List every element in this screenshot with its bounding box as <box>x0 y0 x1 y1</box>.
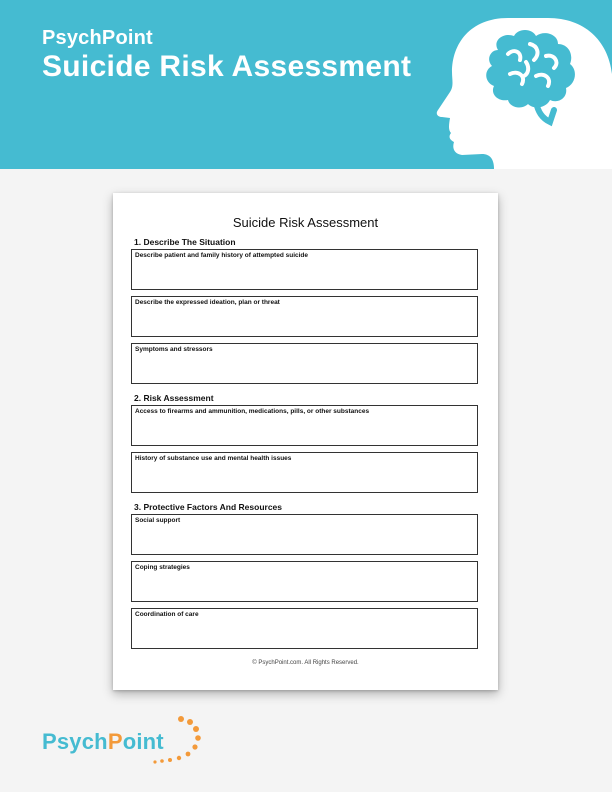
field-label: Coordination of care <box>135 611 199 618</box>
copyright-footer: © PsychPoint.com. All Rights Reserved. <box>252 660 359 666</box>
field-box <box>131 561 478 602</box>
psychpoint-logo <box>42 727 202 772</box>
section-heading: 2. Risk Assessment <box>134 393 214 403</box>
page-title: Suicide Risk Assessment <box>42 50 412 83</box>
field-label: Access to firearms and ammunition, medications, pills, or other substances <box>135 408 370 415</box>
field-box <box>131 452 478 493</box>
section-heading: 1. Describe The Situation <box>134 237 236 247</box>
header-banner <box>0 0 612 169</box>
field-label: History of substance use and mental health issues <box>135 455 292 462</box>
logo-text-rest: oint <box>122 729 164 754</box>
field-label: Describe the expressed ideation, plan or threat <box>135 299 280 306</box>
brand-name: PsychPoint <box>42 27 153 49</box>
field-label: Coping strategies <box>135 564 190 571</box>
worksheet-title: Suicide Risk Assessment <box>232 215 379 230</box>
head-brain-icon <box>430 14 612 169</box>
logo-text-accent: P <box>107 729 123 754</box>
field-box <box>131 343 478 384</box>
logo-text-main: Psych <box>42 729 108 754</box>
field-box <box>131 296 478 337</box>
worksheet-preview <box>113 193 498 690</box>
field-box <box>131 608 478 649</box>
field-box <box>131 249 478 290</box>
dotted-arc-icon <box>137 713 207 768</box>
field-label: Symptoms and stressors <box>135 346 213 353</box>
field-label: Describe patient and family history of attempted suicide <box>135 252 309 259</box>
field-box <box>131 514 478 555</box>
field-label: Social support <box>135 517 181 524</box>
field-box <box>131 405 478 446</box>
section-heading: 3. Protective Factors And Resources <box>134 502 283 512</box>
